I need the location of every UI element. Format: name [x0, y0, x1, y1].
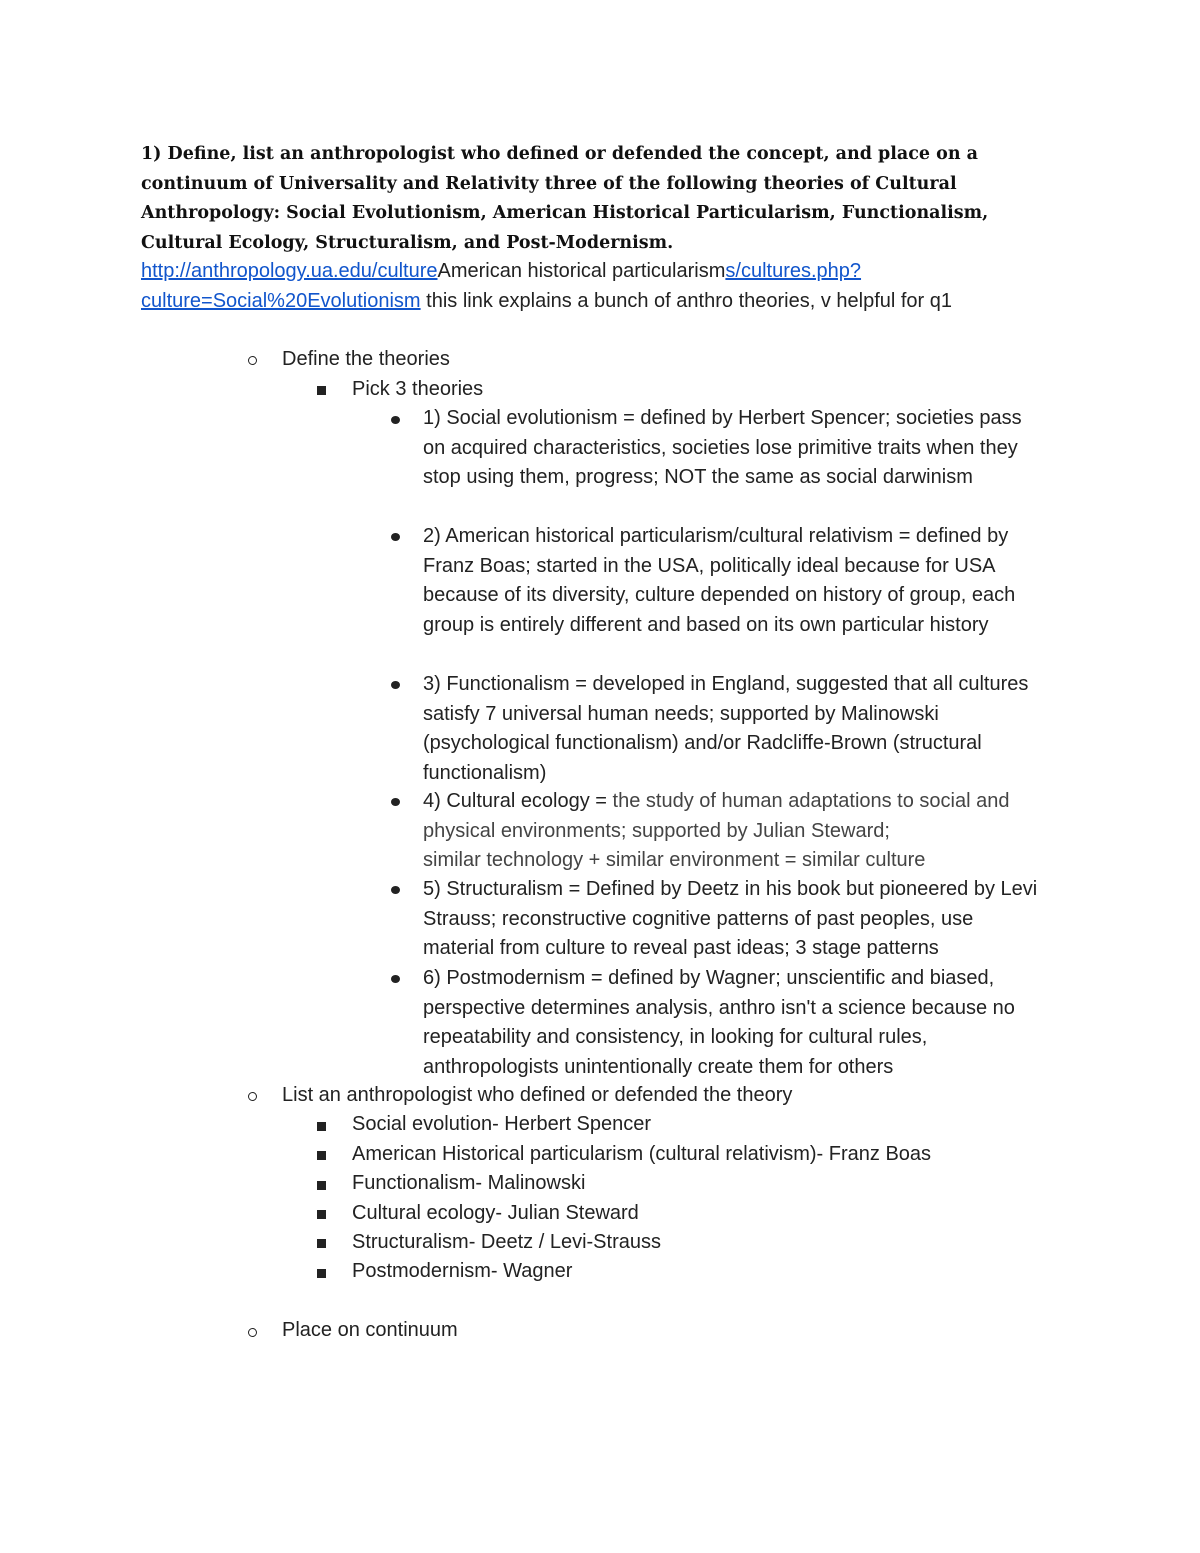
theory-item: 1) Social evolutionism = defined by Herbert Spencer; societies pass on acquired characteristics, societies lose primitive traits when they stop using them, progress; NOT the same as social darwinism	[423, 407, 1022, 489]
anthropologist-item: Postmodernism- Wagner	[352, 1260, 573, 1282]
square-bullet-icon	[317, 1239, 326, 1248]
square-bullet-icon	[317, 1122, 326, 1131]
circle-bullet-icon	[248, 1328, 257, 1337]
square-bullet-icon	[317, 386, 326, 395]
theory-item	[423, 787, 1063, 876]
anthropologist-item: Cultural ecology- Julian Steward	[352, 1202, 639, 1224]
theory-4-prefix: 4) Cultural ecology =	[423, 790, 613, 812]
theory-item: 6) Postmodernism = defined by Wagner; unscientific and biased, perspective determines analysis, anthro isn't a science because no repeatability and consistency, in looking for cultural rules, anthropologists unintentionally create them for others	[423, 967, 1015, 1078]
list-heading: List an anthropologist who defined or defended the theory	[282, 1084, 793, 1106]
circle-bullet-icon	[248, 356, 257, 365]
square-bullet-icon	[317, 1181, 326, 1190]
anthropology-link[interactable]: http://anthropology.ua.edu/culture	[141, 260, 438, 282]
anthropologist-item: American Historical particularism (cultural relativism)- Franz Boas	[352, 1143, 932, 1165]
square-bullet-icon	[317, 1210, 326, 1219]
theory-4-definition: the study of human adaptations to social and physical environments; supported by Julian Steward;	[423, 790, 1010, 842]
define-heading: Define the theories	[282, 348, 450, 370]
square-bullet-icon	[317, 1269, 326, 1278]
anthropologist-item: Structuralism- Deetz / Levi-Strauss	[352, 1231, 661, 1253]
anthropologist-item: Social evolution- Herbert Spencer	[352, 1113, 652, 1135]
continuum-heading: Place on continuum	[282, 1319, 458, 1341]
question-heading: 1) Define, list an anthropologist who defined or defended the concept, and place on a continuum of Universality and Relativity three of the following theories of Cultural Anthropology: Social Evolutionism, American Historical Particularism, Functionalism, Cultural Ecology, Structuralism, and Post-Modernism.	[141, 144, 989, 253]
disc-bullet-icon	[391, 975, 400, 983]
theory-4-formula: similar technology + similar environment = similar culture	[423, 849, 926, 872]
theory-item: 2) American historical particularism/cultural relativism = defined by Franz Boas; started in the USA, politically ideal because for USA because of its diversity, culture depended on history of group, each group is entirely different and based on its own particular history	[423, 525, 1016, 636]
disc-bullet-icon	[391, 886, 400, 894]
anthropologist-item: Functionalism- Malinowski	[352, 1172, 586, 1194]
disc-bullet-icon	[391, 681, 400, 689]
resource-paragraph	[141, 257, 1061, 316]
circle-bullet-icon	[248, 1092, 257, 1101]
disc-bullet-icon	[391, 798, 400, 806]
theory-item: 5) Structuralism = Defined by Deetz in his book but pioneered by Levi Strauss; reconstructive cognitive patterns of past peoples, use material from culture to reveal past ideas; 3 stage patterns	[423, 878, 1038, 960]
disc-bullet-icon	[391, 416, 400, 424]
theory-item: 3) Functionalism = developed in England, suggested that all cultures satisfy 7 universal human needs; supported by Malinowski (psychological functionalism) and/or Radcliffe-Brown (structural functionalism)	[423, 673, 1029, 784]
square-bullet-icon	[317, 1151, 326, 1160]
resource-text-2: this link explains a bunch of anthro theories, v helpful for q1	[420, 289, 953, 312]
resource-text-1: American historical particularism	[437, 260, 726, 282]
cultures-link[interactable]: s/cultures.php?culture=Social%20Evolutionism	[141, 260, 862, 312]
pick-heading: Pick 3 theories	[352, 378, 484, 400]
disc-bullet-icon	[391, 533, 400, 541]
